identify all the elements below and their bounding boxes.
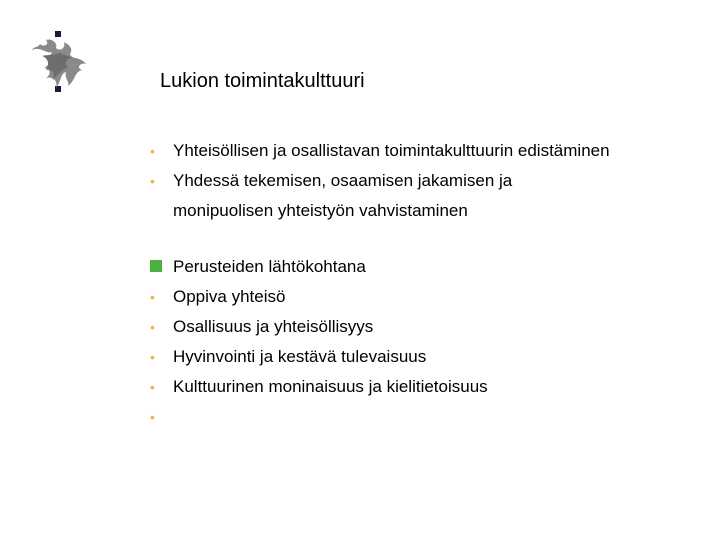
bullet-text: Yhteisöllisen ja osallistavan toimintakulttuurin edistäminen [173, 141, 610, 160]
bullet-dot: • [150, 319, 155, 335]
bullet-dot: • [150, 409, 155, 425]
bullet-text: Hyvinvointi ja kestävä tulevaisuus [173, 347, 427, 366]
bullet-item [150, 166, 710, 226]
bullet-item [150, 136, 710, 166]
bullet-item [150, 312, 710, 342]
bullet-dot: • [150, 349, 155, 365]
bullet-item [150, 342, 710, 372]
bullet-list-basis [150, 252, 710, 425]
bullet-text: Oppiva yhteisö [173, 287, 286, 306]
square-bullet [150, 260, 162, 272]
bullet-text: Kulttuurinen moninaisuus ja kielitietoisuus [173, 377, 488, 396]
bullet-item [150, 372, 710, 402]
bullet-dot: • [150, 143, 155, 159]
bullet-dot: • [150, 289, 155, 305]
bullet-text-line1: Yhdessä tekemisen, osaamisen jakamisen ja [173, 171, 513, 190]
bullet-item-heading [150, 252, 710, 282]
slide-title: Lukion toimintakulttuuri [160, 70, 365, 92]
bullet-item [150, 282, 710, 312]
bullet-list-goals [150, 136, 710, 226]
bullet-dot: • [150, 379, 155, 395]
flame-logo-icon [22, 28, 92, 98]
bullet-dot: • [150, 173, 155, 189]
bullet-text: Osallisuus ja yhteisöllisyys [173, 317, 374, 336]
bullet-text-line2: monipuolisen yhteistyön vahvistaminen [173, 201, 468, 220]
bullet-text: Perusteiden lähtökohtana [173, 257, 366, 276]
